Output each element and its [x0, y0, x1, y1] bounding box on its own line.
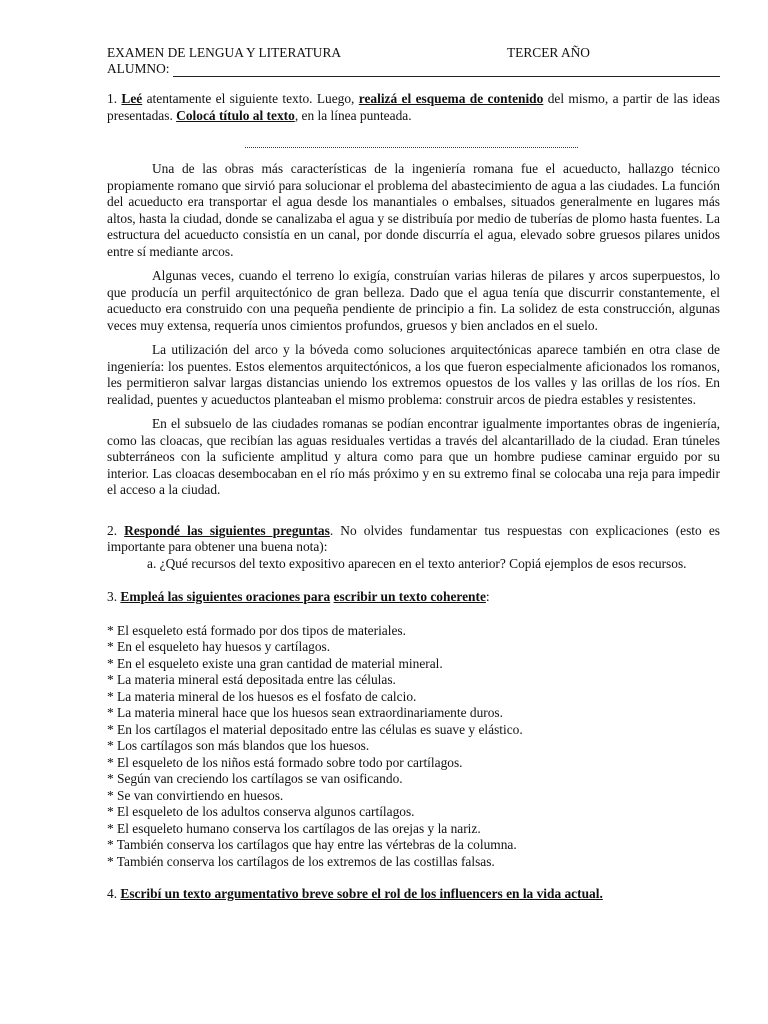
question-3 — [107, 589, 720, 606]
sentence-item: * En el esqueleto hay huesos y cartílagos. — [107, 639, 331, 654]
q1-text-1: atentamente el siguiente texto. Luego, — [142, 91, 359, 106]
sentence-item: * El esqueleto de los adultos conserva algunos cartílagos. — [107, 804, 415, 819]
sentence-item: * La materia mineral está depositada entre las células. — [107, 672, 396, 687]
sentence-item: * El esqueleto está formado por dos tipos de materiales. — [107, 622, 406, 638]
sentence-item: * La materia mineral de los huesos es el fosfato de calcio. — [107, 688, 417, 704]
q1-text-3: , en la línea punteada. — [294, 107, 412, 123]
reading-paragraph: Algunas veces, cuando el terreno lo exigía, construían varias hileras de pilares y arcos superpuestos, lo que producía un perfil arquitectónico de gran belleza. Dado que el agua tenía que discurrir constantemente, el acueducto era construido con una pequeña pendiente de principio a fin. La solidez de esta construcción, algunas veces muy extensa, requería unos cimientos profundos, gruesos y bien anclados en el suelo. — [107, 268, 720, 333]
school-year: TERCER AÑO — [507, 45, 590, 60]
sentence-list — [107, 623, 720, 871]
reading-paragraph: En el subsuelo de las ciudades romanas se podían encontrar igualmente importantes obras de ingeniería, como las cloacas, que recibían las aguas residuales vertidas a través del alcantarillado de la ciudad. Eran túneles subterráneos con la suficiente amplitud y altura como para que un hombre pudiese caminar erguido por su interior. Las cloacas desembocaban en el río más próximo y en su extremo final se colocaba una reja para impedir el acceso a la ciudad. — [107, 416, 720, 497]
student-name-row — [107, 61, 720, 77]
question-2a: a. ¿Qué recursos del texto expositivo aparecen en el texto anterior? Copiá ejemplos de esos recursos. — [147, 555, 687, 571]
sentence-item: * El esqueleto de los niños está formado sobre todo por cartílagos. — [107, 754, 463, 770]
question-2 — [107, 523, 720, 556]
q4-instruction: Escribí un texto argumentativo breve sobre el rol de los influencers en la vida actual. — [120, 886, 603, 901]
question-3-number: 3. — [107, 589, 121, 604]
reading-text — [107, 161, 720, 499]
q3-instruction-1: Empleá las siguientes oraciones para — [120, 589, 331, 604]
q1-task-schema: realizá el esquema de contenido — [358, 91, 544, 106]
sentence-item: * Se van convirtiendo en huesos. — [107, 787, 284, 803]
student-name-line — [173, 64, 721, 77]
student-label: ALUMNO: — [107, 60, 170, 76]
q2-instruction: Respondé las siguientes preguntas — [124, 522, 330, 538]
question-2-number: 2. — [107, 522, 125, 538]
title-dotted-line — [245, 144, 578, 148]
reading-paragraph: La utilización del arco y la bóveda como soluciones arquitectónicas aparece también en otra clase de ingeniería: los puentes. Estos elementos arquitectónicos, a los que fueron especialmente aficionados los romanos, les permitieron salvar largas distancias uniendo los extremos opuestos de los valles y las orillas de los ríos. En realidad, puentes y acueductos planteaban el mismo problema: construir arcos de piedra estables y resistentes. — [107, 342, 720, 407]
q3-colon: : — [485, 589, 490, 604]
question-4 — [107, 886, 720, 903]
sentence-item: * También conserva los cartílagos que hay entre las vértebras de la columna. — [107, 837, 517, 852]
q1-verb-lee: Leé — [121, 91, 143, 106]
q1-task-title: Colocá título al texto — [176, 107, 295, 123]
sentence-item: * En los cartílagos el material depositado entre las células es suave y elástico. — [107, 721, 523, 737]
exam-title: EXAMEN DE LENGUA Y LITERATURA — [107, 45, 342, 60]
question-4-number: 4. — [107, 886, 121, 901]
question-1 — [107, 91, 720, 124]
sentence-item: * Según van creciendo los cartílagos se van osificando. — [107, 771, 403, 786]
question-1-number: 1. — [107, 91, 122, 106]
sentence-item: * Los cartílagos son más blandos que los huesos. — [107, 738, 370, 753]
q3-instruction-2: escribir un texto coherente — [333, 589, 486, 604]
q1-text-2: del mismo, a partir de las ideas presentadas. — [107, 91, 720, 123]
sentence-item: * En el esqueleto existe una gran cantidad de material mineral. — [107, 655, 443, 671]
sentence-item: * También conserva los cartílagos de los extremos de las costillas falsas. — [107, 853, 495, 869]
sentence-item: * El esqueleto humano conserva los cartílagos de las orejas y la nariz. — [107, 820, 481, 836]
q2-text: . No olvides fundamentar tus respuestas con explicaciones (esto es importante para obtener una buena nota): — [107, 522, 720, 554]
reading-paragraph: Una de las obras más características de la ingeniería romana fue el acueducto, hallazgo técnico propiamente romano que sirvió para solucionar el problema del abastecimiento de agua a las ciudades. La función del acueducto era transportar el agua desde los manantiales o embalses, situados generalmente en lugares más altos, hasta la ciudad, donde se canalizaba el agua y se distribuía por medio de tuberías de plomo hasta fuentes. La estructura del acueducto consistía en un canal, por donde discurría el agua, elevado sobre gruesos pilares unidos entre sí mediante arcos. — [107, 161, 720, 259]
sentence-item: * La materia mineral hace que los huesos sean extraordinariamente duros. — [107, 705, 503, 720]
